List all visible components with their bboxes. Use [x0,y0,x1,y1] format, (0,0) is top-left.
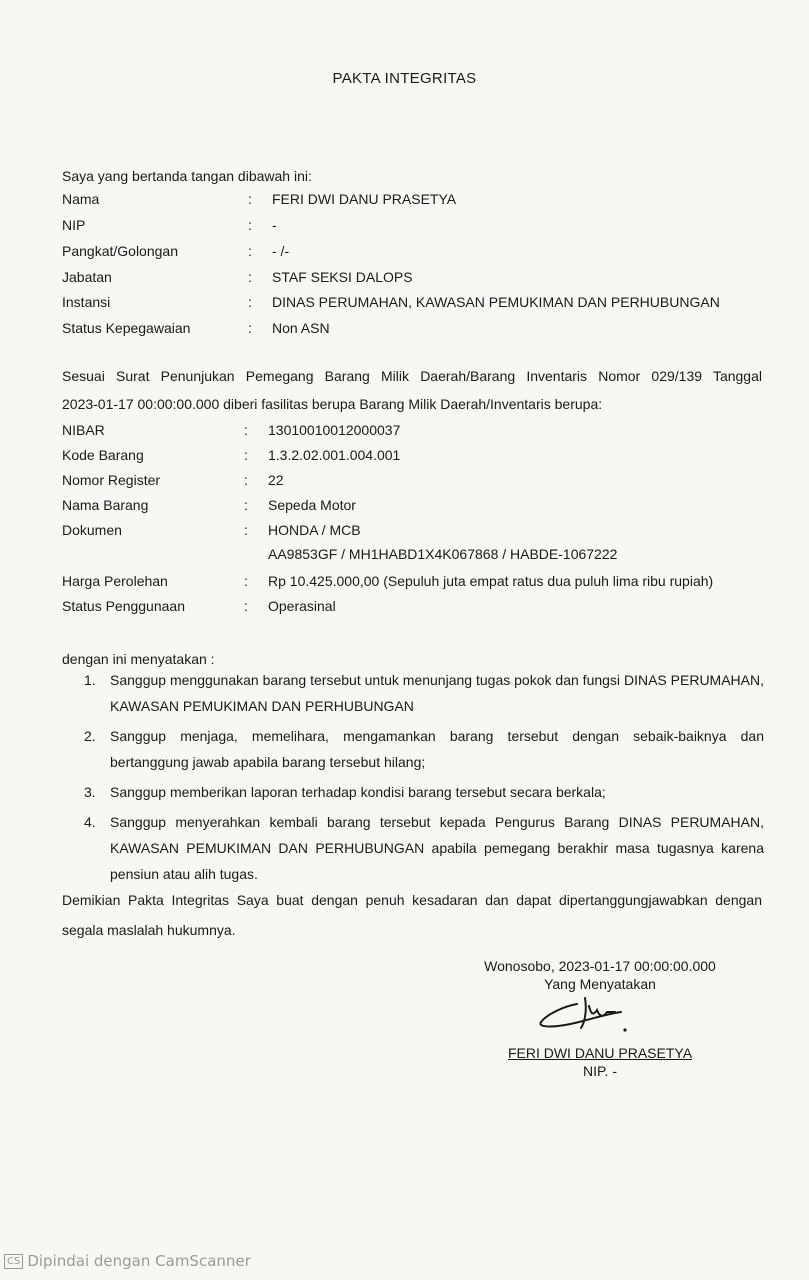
list-item [84,809,764,887]
dokumen-line-2: AA9853GF / MH1HABD1X4K067868 / HABDE-1067222 [268,546,618,562]
identity-row [62,269,782,291]
list-item [84,667,764,719]
colon: : [244,422,248,438]
asset-row [62,447,782,469]
field-value: DINAS PERUMAHAN, KAWASAN PEMUKIMAN DAN PERHUBUNGAN [272,294,720,310]
list-number: 2. [84,728,96,744]
colon: : [244,497,248,513]
page-title: PAKTA INTEGRITAS [332,70,477,87]
colon: : [244,573,248,589]
list-text: Sanggup menyerahkan kembali barang tersebut kepada Pengurus Barang DINAS PERUMAHAN, KAWASAN PEMUKIMAN DAN PERHUBUNGAN apabila pemegang berakhir masa tugasnya karena pensiun atau alih tugas. [110,814,764,882]
watermark-text: Dipindai dengan CamScanner [27,1252,251,1270]
field-label: Nama Barang [62,497,149,513]
list-text: Sanggup menggunakan barang tersebut untuk menunjang tugas pokok dan fungsi DINAS PERUMAHAN, KAWASAN PEMUKIMAN DAN PERHUBUNGAN [110,672,764,714]
field-value: HONDA / MCB [268,522,361,538]
asset-row [62,573,782,595]
colon: : [244,522,248,538]
field-label: Harga Perolehan [62,573,168,589]
colon: : [244,472,248,488]
field-label: Nama [62,191,100,207]
field-label: NIP [62,217,86,233]
field-value: 22 [268,472,284,488]
field-value: Operasinal [268,598,336,614]
assignment-line-1: Sesuai Surat Penunjukan Pemegang Barang Milik Daerah/Barang Inventaris Nomor 029/139 Tanggal [62,368,762,384]
signer-nip: NIP. - [583,1063,617,1079]
identity-row [62,294,782,316]
colon: : [248,243,252,259]
colon: : [244,447,248,463]
list-number: 3. [84,784,96,800]
closing-paragraph: Demikian Pakta Integritas Saya buat dengan penuh kesadaran dan dapat dipertanggungjawabkan dengan segala maslalah hukumnya. [62,892,762,938]
colon: : [248,191,252,207]
field-label: Status Kepegawaian [62,320,191,336]
field-value: Rp 10.425.000,00 (Sepuluh juta empat ratus dua puluh lima ribu rupiah) [268,573,714,589]
colon: : [248,217,252,233]
asset-row [62,598,782,620]
colon: : [244,598,248,614]
handwritten-signature [535,992,635,1044]
list-number: 4. [84,814,96,830]
field-label: Nomor Register [62,472,161,488]
field-value: FERI DWI DANU PRASETYA [272,191,457,207]
signer-name: FERI DWI DANU PRASETYA [507,1045,693,1061]
identity-row [62,320,782,342]
field-label: Dokumen [62,522,122,538]
asset-row [62,497,782,519]
field-label: Status Penggunaan [62,598,185,614]
field-value: - /- [272,243,290,259]
colon: : [248,269,252,285]
signer-role: Yang Menyatakan [544,976,656,992]
identity-row [62,217,782,239]
list-item [84,779,764,805]
colon: : [248,294,252,310]
list-text: Sanggup menjaga, memelihara, mengamankan barang tersebut dengan sebaik-baiknya dan bertanggung jawab apabila barang tersebut hilang; [110,728,764,770]
asset-row [62,522,782,544]
assignment-paragraph [62,362,762,418]
statement-list [84,667,764,891]
camscanner-icon: CS [4,1254,23,1269]
field-label: NIBAR [62,422,105,438]
list-number: 1. [84,672,96,688]
scanner-watermark [4,1252,251,1270]
field-label: Jabatan [62,269,112,285]
intro-text: Saya yang bertanda tangan dibawah ini: [62,168,312,184]
field-value: Sepeda Motor [268,497,356,513]
place-date: Wonosobo, 2023-01-17 00:00:00.000 [484,958,716,974]
statement-intro: dengan ini menyatakan : [62,651,215,667]
list-text: Sanggup memberikan laporan terhadap kondisi barang tersebut secara berkala; [110,784,606,800]
field-label: Pangkat/Golongan [62,243,178,259]
field-label: Instansi [62,294,111,310]
field-value: STAF SEKSI DALOPS [272,269,413,285]
field-value: 1.3.2.02.001.004.001 [268,447,401,463]
assignment-line-2: 2023-01-17 00:00:00.000 diberi fasilitas berupa Barang Milik Daerah/Inventaris berupa: [62,396,603,412]
field-label: Kode Barang [62,447,144,463]
colon: : [248,320,252,336]
list-item [84,723,764,775]
asset-row [62,422,782,444]
field-value: Non ASN [272,320,330,336]
identity-row [62,243,782,265]
identity-row [62,191,782,213]
field-value: - [272,217,277,233]
asset-row [62,472,782,494]
field-value: 13010010012000037 [268,422,401,438]
